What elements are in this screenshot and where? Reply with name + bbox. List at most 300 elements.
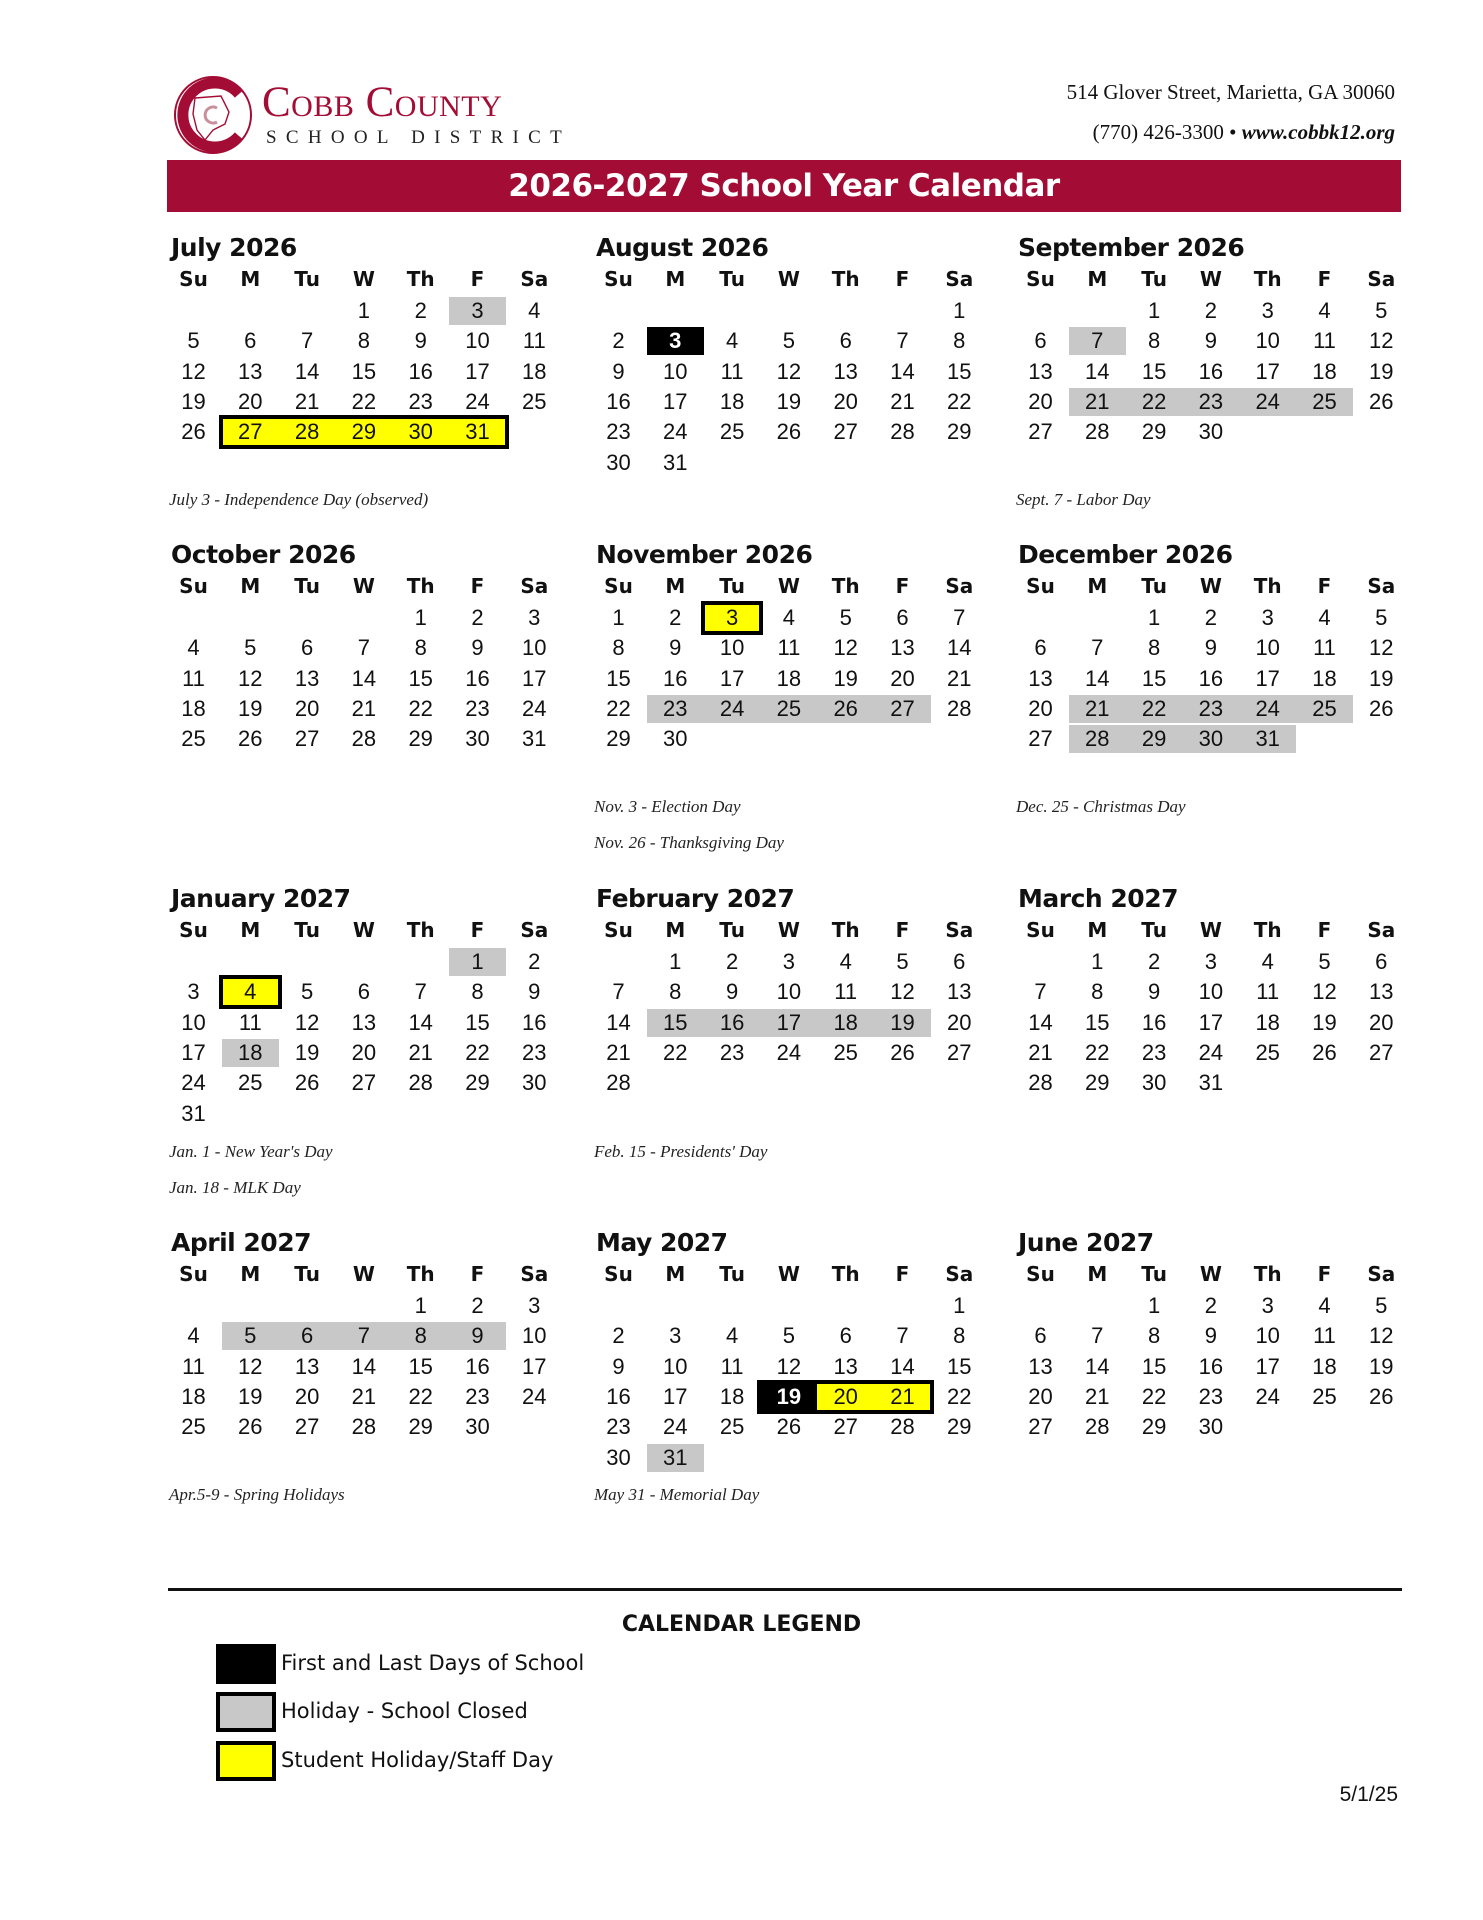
calendar-day: 13 bbox=[351, 1009, 377, 1035]
calendar-day: 8 bbox=[1147, 1323, 1161, 1349]
calendar-day: 19 bbox=[1312, 1009, 1337, 1035]
weekday-header: W bbox=[1199, 918, 1222, 942]
calendar-day: 11 bbox=[777, 635, 801, 661]
calendar-day: 27 bbox=[947, 1039, 972, 1065]
calendar-day: 29 bbox=[947, 419, 972, 445]
weekday-header: M bbox=[665, 267, 686, 291]
calendar-day: 13 bbox=[238, 358, 263, 384]
weekday-header: Sa bbox=[520, 267, 549, 291]
calendar-day: 7 bbox=[612, 979, 625, 1005]
calendar-day: 2 bbox=[1147, 949, 1161, 974]
calendar-day: 24 bbox=[1255, 1383, 1280, 1409]
month-title: April 2027 bbox=[171, 1228, 311, 1257]
weekday-header: Su bbox=[179, 1262, 208, 1286]
calendar-day: 10 bbox=[1255, 328, 1280, 354]
holiday-note: Feb. 15 - Presidents' Day bbox=[594, 1142, 768, 1161]
calendar-day: 24 bbox=[776, 1039, 802, 1065]
calendar-day: 27 bbox=[222, 418, 279, 446]
calendar-day: 29 bbox=[408, 726, 433, 752]
calendar-day: 3 bbox=[782, 949, 796, 974]
weekday-header: W bbox=[352, 267, 375, 291]
calendar-day: 6 bbox=[839, 1323, 852, 1349]
weekday-header: M bbox=[240, 1262, 261, 1286]
calendar-day: 25 bbox=[1296, 388, 1353, 416]
calendar-day: 10 bbox=[719, 635, 745, 661]
month-title: October 2026 bbox=[171, 540, 356, 569]
calendar-day: 12 bbox=[1369, 635, 1394, 661]
weekday-header: F bbox=[895, 267, 910, 291]
weekday-header: Th bbox=[1253, 574, 1282, 598]
calendar-day: 16 bbox=[606, 1383, 631, 1409]
calendar-day: 27 bbox=[1028, 726, 1053, 752]
weekday-header: Tu bbox=[294, 574, 320, 598]
weekday-header: Sa bbox=[1367, 918, 1396, 942]
calendar-day: 21 bbox=[351, 1383, 377, 1409]
calendar-day: 1 bbox=[669, 949, 682, 974]
calendar-day: 1 bbox=[612, 605, 625, 630]
weekday-header: Sa bbox=[520, 574, 549, 598]
district-address: 514 Glover Street, Marietta, GA 30060 bbox=[1066, 80, 1395, 104]
calendar-day: 24 bbox=[704, 695, 761, 723]
legend-divider bbox=[168, 1588, 1402, 1591]
calendar-day: 26 bbox=[890, 1039, 915, 1065]
calendar-day: 9 bbox=[1204, 328, 1218, 354]
website-link[interactable]: www.cobbk12.org bbox=[1241, 120, 1395, 144]
calendar-day: 25 bbox=[522, 388, 547, 414]
calendar-day: 11 bbox=[834, 979, 858, 1005]
calendar-day: 24 bbox=[663, 1414, 688, 1440]
calendar-day: 28 bbox=[890, 419, 915, 445]
calendar-day: 12 bbox=[238, 1353, 263, 1379]
weekday-header: Su bbox=[1026, 574, 1055, 598]
calendar-day: 4 bbox=[1318, 605, 1331, 630]
calendar-day: 27 bbox=[874, 695, 931, 723]
calendar-day: 4 bbox=[839, 949, 852, 974]
brand-name: Cobb County bbox=[262, 79, 503, 126]
calendar-day: 26 bbox=[817, 695, 874, 723]
district-logo-icon bbox=[173, 74, 253, 156]
calendar-day: 20 bbox=[947, 1009, 972, 1035]
calendar-day: 29 bbox=[1126, 725, 1183, 753]
calendar-day: 6 bbox=[1375, 949, 1388, 974]
month-title: June 2027 bbox=[1018, 1228, 1154, 1257]
calendar-day: 7 bbox=[1069, 327, 1126, 355]
calendar-day: 2 bbox=[471, 605, 484, 630]
calendar-day: 6 bbox=[300, 635, 314, 661]
calendar-day: 1 bbox=[1147, 1293, 1161, 1318]
calendar-day: 4 bbox=[528, 298, 541, 323]
calendar-day: 20 bbox=[351, 1039, 377, 1065]
holiday-note: Nov. 3 - Election Day bbox=[594, 797, 741, 816]
calendar-day: 1 bbox=[1091, 949, 1104, 974]
weekday-header: M bbox=[665, 918, 686, 942]
calendar-day: 25 bbox=[719, 419, 745, 445]
calendar-day: 14 bbox=[1085, 665, 1110, 691]
calendar-day: 28 bbox=[351, 1414, 377, 1440]
calendar-day: 31 bbox=[647, 1444, 704, 1472]
calendar-day: 31 bbox=[663, 449, 688, 475]
weekday-header: Tu bbox=[719, 267, 745, 291]
calendar-day: 7 bbox=[300, 328, 314, 354]
weekday-header: F bbox=[470, 918, 485, 942]
calendar-day: 18 bbox=[817, 1009, 874, 1037]
calendar-day: 30 bbox=[1198, 419, 1224, 445]
calendar-day: 21 bbox=[408, 1039, 433, 1065]
calendar-day: 15 bbox=[1141, 665, 1167, 691]
calendar-day: 28 bbox=[1085, 1414, 1110, 1440]
separator: • bbox=[1223, 120, 1242, 144]
calendar-day: 21 bbox=[606, 1039, 631, 1065]
calendar-day: 18 bbox=[222, 1039, 279, 1067]
calendar-day: 7 bbox=[896, 1323, 909, 1349]
calendar-day: 31 bbox=[1239, 725, 1296, 753]
calendar-day: 18 bbox=[776, 665, 802, 691]
calendar-day: 21 bbox=[890, 388, 915, 414]
calendar-day: 8 bbox=[1147, 635, 1161, 661]
calendar-day: 7 bbox=[1091, 635, 1104, 661]
calendar-day: 19 bbox=[181, 388, 206, 414]
calendar-day: 19 bbox=[1369, 665, 1394, 691]
weekday-header: M bbox=[665, 1262, 686, 1286]
calendar-day: 20 bbox=[238, 388, 263, 414]
calendar-day: 4 bbox=[725, 1323, 739, 1349]
calendar-day: 10 bbox=[1255, 1323, 1280, 1349]
calendar-day: 12 bbox=[1369, 1323, 1394, 1349]
month-title: December 2026 bbox=[1018, 540, 1233, 569]
calendar-day: 25 bbox=[760, 695, 817, 723]
calendar-day: 17 bbox=[1198, 1009, 1224, 1035]
calendar-day: 1 bbox=[357, 298, 371, 323]
calendar-day: 19 bbox=[760, 1383, 817, 1411]
calendar-day: 19 bbox=[1369, 358, 1394, 384]
calendar-day: 9 bbox=[612, 358, 625, 384]
holiday-note: Jan. 1 - New Year's Day bbox=[169, 1142, 333, 1161]
calendar-day: 6 bbox=[1034, 635, 1047, 661]
calendar-day: 21 bbox=[947, 665, 972, 691]
calendar-day: 22 bbox=[947, 388, 972, 414]
calendar-day: 25 bbox=[1255, 1039, 1280, 1065]
calendar-day: 13 bbox=[294, 1353, 320, 1379]
calendar-day: 5 bbox=[244, 635, 257, 661]
calendar-day: 8 bbox=[471, 979, 484, 1005]
calendar-day: 25 bbox=[238, 1070, 263, 1096]
weekday-header: Su bbox=[604, 574, 633, 598]
weekday-header: Sa bbox=[945, 574, 974, 598]
calendar-day: 15 bbox=[408, 1353, 433, 1379]
calendar-day: 4 bbox=[1261, 949, 1274, 974]
calendar-day: 8 bbox=[1091, 979, 1104, 1005]
holiday-note: Nov. 26 - Thanksgiving Day bbox=[594, 833, 784, 852]
calendar-day: 3 bbox=[704, 604, 761, 632]
calendar-day: 6 bbox=[896, 605, 909, 630]
weekday-header: Th bbox=[406, 267, 435, 291]
calendar-day: 30 bbox=[465, 1414, 490, 1440]
weekday-header: M bbox=[240, 574, 261, 598]
calendar-day: 12 bbox=[294, 1009, 320, 1035]
calendar-day: 31 bbox=[449, 418, 506, 446]
calendar-day: 4 bbox=[187, 1323, 200, 1349]
calendar-day: 4 bbox=[222, 978, 279, 1006]
calendar-day: 12 bbox=[181, 358, 206, 384]
calendar-day: 8 bbox=[953, 328, 966, 354]
calendar-day: 23 bbox=[408, 388, 433, 414]
calendar-day: 3 bbox=[449, 297, 506, 325]
weekday-header: W bbox=[777, 574, 800, 598]
calendar-day: 2 bbox=[414, 298, 427, 323]
weekday-header: Th bbox=[1253, 1262, 1282, 1286]
calendar-day: 3 bbox=[647, 327, 704, 355]
calendar-day: 5 bbox=[839, 605, 852, 630]
calendar-day: 6 bbox=[279, 1322, 336, 1350]
weekday-header: Th bbox=[1253, 918, 1282, 942]
weekday-header: Sa bbox=[945, 918, 974, 942]
calendar-day: 18 bbox=[181, 695, 206, 721]
calendar-day: 14 bbox=[351, 665, 377, 691]
title-banner bbox=[167, 160, 1401, 212]
weekday-header: Su bbox=[1026, 918, 1055, 942]
calendar-day: 3 bbox=[528, 1293, 541, 1318]
calendar-day: 18 bbox=[1255, 1009, 1280, 1035]
calendar-day: 16 bbox=[606, 388, 631, 414]
weekday-header: M bbox=[240, 918, 261, 942]
calendar-day: 9 bbox=[1204, 1323, 1218, 1349]
weekday-header: Tu bbox=[1141, 918, 1167, 942]
calendar-day: 13 bbox=[1369, 979, 1394, 1005]
calendar-day: 16 bbox=[704, 1009, 761, 1037]
calendar-day: 22 bbox=[465, 1039, 490, 1065]
calendar-day: 15 bbox=[606, 665, 631, 691]
calendar-day: 7 bbox=[1034, 979, 1047, 1005]
weekday-header: Sa bbox=[520, 1262, 549, 1286]
calendar-day: 13 bbox=[1028, 1353, 1053, 1379]
weekday-header: M bbox=[1087, 918, 1108, 942]
weekday-header: Su bbox=[604, 267, 633, 291]
calendar-day: 16 bbox=[465, 1353, 490, 1379]
calendar-day: 26 bbox=[1369, 388, 1394, 414]
weekday-header: Su bbox=[179, 918, 208, 942]
holiday-note: Jan. 18 - MLK Day bbox=[169, 1178, 301, 1197]
weekday-header: Th bbox=[1253, 267, 1282, 291]
calendar-day: 21 bbox=[1085, 1383, 1110, 1409]
calendar-day: 17 bbox=[1255, 1353, 1280, 1379]
legend-label: Holiday - School Closed bbox=[281, 1699, 528, 1723]
calendar-day: 5 bbox=[1375, 298, 1388, 323]
calendar-day: 1 bbox=[953, 298, 966, 323]
calendar-day: 17 bbox=[719, 665, 745, 691]
calendar-day: 11 bbox=[1313, 635, 1336, 661]
calendar-day: 12 bbox=[776, 358, 802, 384]
holiday-note: Apr.5-9 - Spring Holidays bbox=[169, 1485, 345, 1504]
calendar-day: 20 bbox=[294, 1383, 320, 1409]
calendar-day: 20 bbox=[817, 1383, 874, 1411]
holiday-note: May 31 - Memorial Day bbox=[594, 1485, 760, 1504]
calendar-day: 27 bbox=[294, 726, 320, 752]
calendar-day: 19 bbox=[238, 1383, 263, 1409]
calendar-day: 27 bbox=[1369, 1039, 1394, 1065]
calendar-day: 27 bbox=[1028, 1414, 1053, 1440]
calendar-day: 14 bbox=[408, 1009, 433, 1035]
calendar-day: 15 bbox=[1141, 1353, 1167, 1379]
calendar-day: 19 bbox=[1369, 1353, 1394, 1379]
weekday-header: W bbox=[777, 1262, 800, 1286]
calendar-day: 6 bbox=[953, 949, 966, 974]
weekday-header: F bbox=[895, 1262, 910, 1286]
calendar-day: 1 bbox=[449, 948, 506, 976]
calendar-day: 19 bbox=[776, 388, 802, 414]
calendar-day: 11 bbox=[522, 328, 546, 354]
month-title: February 2027 bbox=[596, 884, 795, 913]
holiday-note: Dec. 25 - Christmas Day bbox=[1016, 797, 1186, 816]
calendar-day: 14 bbox=[890, 358, 915, 384]
calendar-day: 9 bbox=[1204, 635, 1218, 661]
calendar-day: 24 bbox=[522, 1383, 547, 1409]
calendar-day: 8 bbox=[414, 635, 427, 661]
weekday-header: F bbox=[470, 574, 485, 598]
month-title: August 2026 bbox=[596, 233, 769, 262]
weekday-header: Sa bbox=[945, 1262, 974, 1286]
calendar-day: 27 bbox=[294, 1414, 320, 1440]
weekday-header: Tu bbox=[1141, 267, 1167, 291]
calendar-day: 11 bbox=[1313, 328, 1336, 354]
weekday-header: Th bbox=[406, 574, 435, 598]
calendar-day: 15 bbox=[465, 1009, 490, 1035]
calendar-day: 26 bbox=[238, 726, 263, 752]
calendar-day: 6 bbox=[1034, 1323, 1047, 1349]
calendar-day: 23 bbox=[647, 695, 704, 723]
calendar-day: 29 bbox=[1085, 1070, 1110, 1096]
calendar-day: 1 bbox=[1147, 605, 1161, 630]
calendar-day: 18 bbox=[719, 388, 745, 414]
weekday-header: Sa bbox=[520, 918, 549, 942]
calendar-day: 28 bbox=[1085, 419, 1110, 445]
calendar-day: 4 bbox=[187, 635, 200, 661]
calendar-day: 11 bbox=[182, 1353, 205, 1379]
calendar-day: 16 bbox=[1141, 1009, 1167, 1035]
calendar-day: 4 bbox=[1318, 1293, 1331, 1318]
calendar-day: 8 bbox=[612, 635, 625, 661]
calendar-day: 7 bbox=[953, 605, 966, 630]
calendar-day: 5 bbox=[782, 1323, 796, 1349]
legend-label: Student Holiday/Staff Day bbox=[281, 1748, 554, 1772]
legend-label: First and Last Days of School bbox=[281, 1651, 585, 1675]
weekday-header: W bbox=[1199, 574, 1222, 598]
brand-subtitle: SCHOOL DISTRICT bbox=[266, 127, 572, 148]
calendar-day: 19 bbox=[294, 1039, 320, 1065]
calendar-day: 21 bbox=[874, 1383, 931, 1411]
calendar-day: 15 bbox=[647, 1009, 704, 1037]
calendar-day: 10 bbox=[1198, 979, 1224, 1005]
calendar-day: 20 bbox=[1028, 695, 1053, 721]
calendar-day: 6 bbox=[1034, 328, 1047, 354]
weekday-header: Su bbox=[1026, 1262, 1055, 1286]
calendar-day: 28 bbox=[1069, 725, 1126, 753]
calendar-day: 8 bbox=[357, 328, 371, 354]
calendar-day: 16 bbox=[1198, 358, 1224, 384]
calendar-day: 24 bbox=[663, 419, 688, 445]
calendar-day: 1 bbox=[1147, 298, 1161, 323]
calendar-day: 29 bbox=[1141, 419, 1167, 445]
calendar-day: 2 bbox=[1204, 1293, 1218, 1318]
calendar-day: 2 bbox=[1204, 605, 1218, 630]
calendar-day: 5 bbox=[1375, 1293, 1388, 1318]
calendar-day: 10 bbox=[1255, 635, 1280, 661]
calendar-day: 9 bbox=[612, 1353, 625, 1379]
calendar-day: 5 bbox=[782, 328, 796, 354]
calendar-day: 9 bbox=[725, 979, 739, 1005]
calendar-day: 2 bbox=[528, 949, 541, 974]
calendar-day: 5 bbox=[187, 328, 200, 354]
calendar-day: 31 bbox=[181, 1100, 206, 1126]
month-title: November 2026 bbox=[596, 540, 813, 569]
calendar-day: 11 bbox=[720, 1353, 744, 1379]
calendar-day: 17 bbox=[522, 1353, 547, 1379]
calendar-day: 6 bbox=[357, 979, 371, 1005]
calendar-day: 28 bbox=[947, 695, 972, 721]
calendar-day: 7 bbox=[357, 635, 371, 661]
calendar-day: 13 bbox=[1028, 665, 1053, 691]
calendar-day: 5 bbox=[222, 1322, 279, 1350]
calendar-day: 12 bbox=[238, 665, 263, 691]
calendar-day: 29 bbox=[408, 1414, 433, 1440]
calendar-day: 10 bbox=[522, 1323, 547, 1349]
calendar-day: 20 bbox=[294, 695, 320, 721]
calendar-day: 15 bbox=[1085, 1009, 1110, 1035]
calendar-day: 24 bbox=[1239, 388, 1296, 416]
calendar-day: 26 bbox=[1369, 695, 1394, 721]
weekday-header: F bbox=[1317, 267, 1332, 291]
calendar-day: 6 bbox=[839, 328, 852, 354]
calendar-day: 14 bbox=[606, 1009, 631, 1035]
weekday-header: F bbox=[1317, 918, 1332, 942]
calendar-day: 8 bbox=[669, 979, 682, 1005]
calendar-day: 9 bbox=[669, 635, 682, 661]
weekday-header: Th bbox=[406, 918, 435, 942]
calendar-day: 16 bbox=[663, 665, 688, 691]
calendar-day: 15 bbox=[947, 358, 972, 384]
calendar-day: 20 bbox=[890, 665, 915, 691]
calendar-day: 1 bbox=[414, 1293, 427, 1318]
weekday-header: Tu bbox=[294, 1262, 320, 1286]
calendar-day: 22 bbox=[1141, 1383, 1167, 1409]
calendar-day: 9 bbox=[1147, 979, 1161, 1005]
calendar-day: 20 bbox=[1028, 1383, 1053, 1409]
calendar-day: 2 bbox=[725, 949, 739, 974]
calendar-day: 30 bbox=[606, 449, 631, 475]
calendar-day: 4 bbox=[1318, 298, 1331, 323]
calendar-day: 3 bbox=[1261, 1293, 1274, 1318]
calendar-day: 12 bbox=[890, 979, 915, 1005]
calendar-day: 3 bbox=[187, 979, 200, 1005]
weekday-header: Sa bbox=[1367, 1262, 1396, 1286]
calendar-day: 30 bbox=[1141, 1070, 1167, 1096]
calendar-day: 4 bbox=[725, 328, 739, 354]
calendar-day: 20 bbox=[833, 388, 858, 414]
calendar-day: 2 bbox=[612, 1323, 625, 1349]
calendar-day: 18 bbox=[181, 1383, 206, 1409]
calendar-day: 2 bbox=[471, 1293, 484, 1318]
month-title: July 2026 bbox=[171, 233, 297, 262]
holiday-note: Sept. 7 - Labor Day bbox=[1016, 490, 1151, 509]
weekday-header: F bbox=[895, 918, 910, 942]
weekday-header: W bbox=[1199, 1262, 1222, 1286]
calendar-day: 16 bbox=[522, 1009, 547, 1035]
calendar-day: 17 bbox=[181, 1039, 206, 1065]
weekday-header: Su bbox=[179, 574, 208, 598]
weekday-header: Tu bbox=[719, 1262, 745, 1286]
calendar-day: 14 bbox=[294, 358, 320, 384]
calendar-day: 17 bbox=[465, 358, 490, 384]
calendar-day: 11 bbox=[720, 358, 744, 384]
